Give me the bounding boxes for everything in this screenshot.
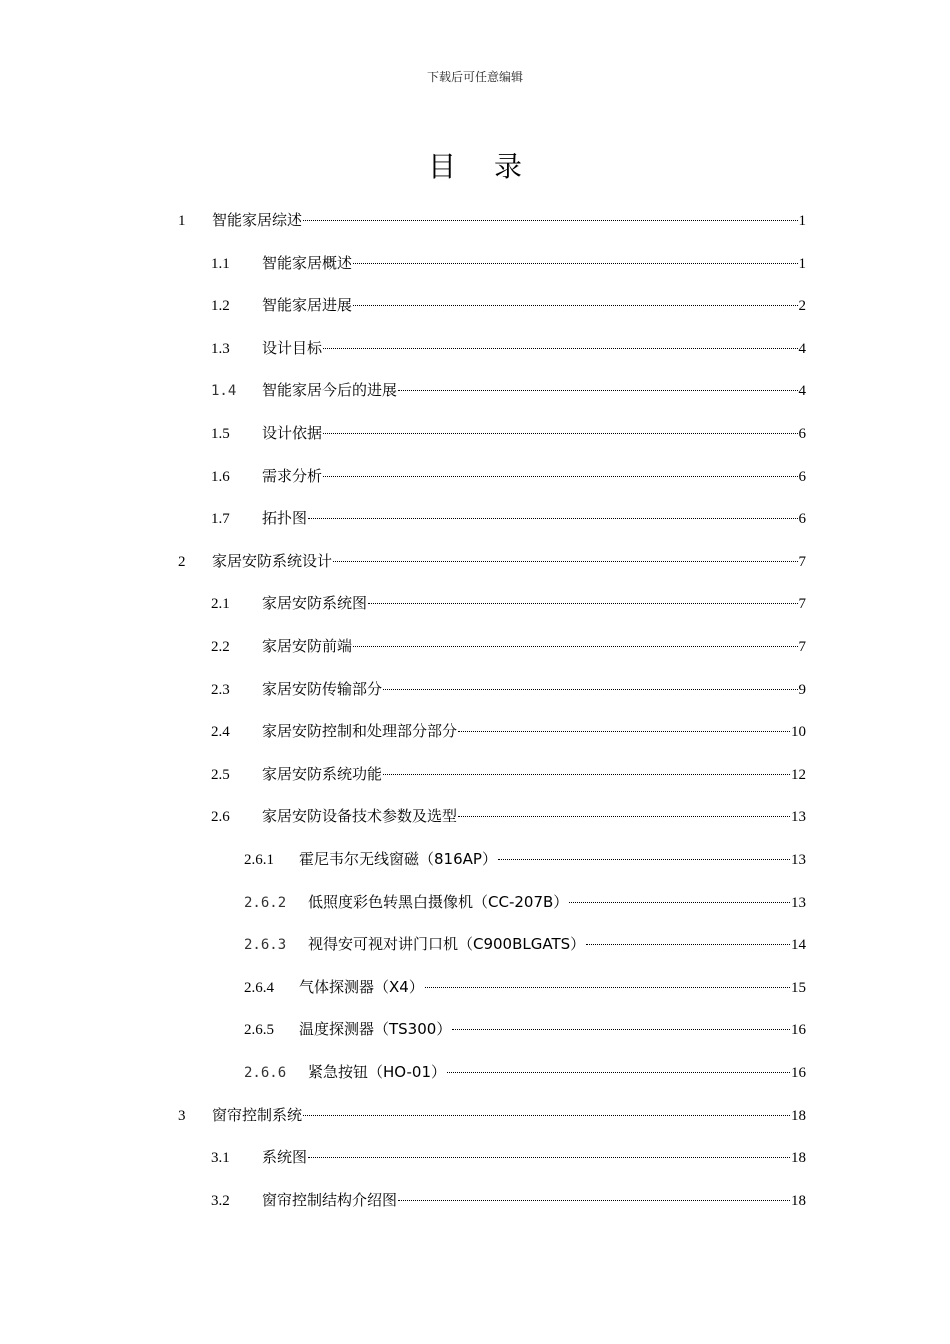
toc-entry-label: 智能家居综述: [212, 211, 303, 229]
toc-leader-dots: [308, 1156, 790, 1158]
toc-leader-dots: [398, 389, 797, 391]
toc-entry-label: 温度探测器（TS300）: [299, 1020, 452, 1039]
toc-entry-number: 2.1: [211, 596, 230, 613]
toc-entry[interactable]: [211, 591, 806, 615]
toc-entry-number: 1.3: [211, 340, 230, 357]
toc-entry-number: 2.6.3: [244, 937, 287, 954]
toc-entry-page: 16: [791, 1022, 806, 1039]
toc-entry-page: 6: [798, 426, 806, 442]
toc-entry[interactable]: [178, 1103, 806, 1127]
toc-entry-label: 需求分析: [262, 466, 323, 485]
toc-entry-page: 18: [791, 1192, 806, 1209]
toc-entry[interactable]: [211, 1188, 806, 1212]
toc-entry[interactable]: [211, 421, 806, 445]
toc-entry[interactable]: [211, 506, 806, 530]
toc-entry-page: 13: [791, 809, 806, 826]
toc-entry[interactable]: [211, 762, 806, 786]
toc-entry-number: 1.5: [211, 426, 230, 442]
toc-entry[interactable]: [244, 1017, 806, 1041]
toc-entry-label: 系统图: [262, 1148, 308, 1167]
toc-entry-label: 家居安防传输部分: [262, 679, 383, 698]
toc-entry-page: 1: [798, 213, 806, 229]
toc-entry-number: 1.7: [211, 511, 230, 528]
toc-entry-page: 1: [798, 255, 806, 272]
page-title: 目录: [427, 150, 560, 183]
toc-leader-dots: [398, 1199, 790, 1201]
toc-entry-page: 7: [798, 639, 806, 655]
toc-entry-page: 16: [791, 1065, 806, 1081]
toc-entry-label: 家居安防控制和处理部分部分: [262, 722, 458, 741]
toc-entry-label: 家居安防前端: [262, 637, 353, 655]
toc-leader-dots: [303, 219, 797, 221]
toc-entry-page: 6: [798, 468, 806, 485]
toc-entry[interactable]: [178, 208, 806, 232]
toc-entry-label: 气体探测器（X4）: [299, 977, 424, 996]
toc-entry-label: 窗帘控制系统: [212, 1105, 303, 1124]
toc-entry-page: 2: [798, 298, 806, 315]
toc-entry-page: 4: [798, 340, 806, 357]
toc-leader-dots: [353, 645, 797, 647]
toc-entry-number: 2.6.5: [244, 1022, 274, 1039]
toc-entry-label: 拓扑图: [262, 509, 308, 528]
toc-leader-dots: [323, 347, 797, 349]
toc-entry-page: 18: [791, 1150, 806, 1167]
toc-entry-number: 1.1: [211, 255, 230, 272]
toc-entry-number: 2.4: [211, 724, 230, 741]
toc-entry-page: 7: [798, 553, 806, 570]
toc-leader-dots: [498, 858, 790, 860]
toc-entry-label: 家居安防系统设计: [212, 551, 333, 570]
toc-leader-dots: [383, 688, 797, 690]
toc-entry[interactable]: [211, 293, 806, 317]
toc-entry-label: 设计目标: [262, 338, 323, 357]
toc-entry[interactable]: [244, 975, 806, 999]
toc-leader-dots: [458, 730, 790, 732]
toc-entry-number: 3.2: [211, 1192, 230, 1209]
toc-entry-number: 2.6.4: [244, 979, 274, 996]
toc-entry-label: 智能家居概述: [262, 253, 353, 272]
toc-entry-number: 1.2: [211, 298, 230, 315]
toc-entry-number: 3: [178, 1107, 186, 1124]
toc-leader-dots: [308, 517, 797, 519]
toc-entry-number: 2.6.1: [244, 852, 274, 868]
toc-entry-label: 设计依据: [262, 424, 323, 442]
toc-entry-number: 1: [178, 213, 186, 229]
toc-entry-number: 2: [178, 553, 186, 570]
toc-entry-label: 低照度彩色转黑白摄像机（CC-207B）: [308, 892, 569, 911]
toc-entry[interactable]: [211, 251, 806, 275]
toc-entry-label: 窗帘控制结构介绍图: [262, 1190, 398, 1209]
toc-entry[interactable]: [211, 634, 806, 658]
toc-entry-number: 1.6: [211, 468, 230, 485]
toc-entry-label: 家居安防系统功能: [262, 764, 383, 783]
toc-entry-page: 7: [798, 596, 806, 613]
toc-entry-page: 9: [798, 681, 806, 698]
toc-entry[interactable]: [211, 719, 806, 743]
toc-entry-number: 3.1: [211, 1150, 230, 1167]
toc-entry-page: 10: [791, 724, 806, 741]
toc-leader-dots: [458, 815, 790, 817]
toc-leader-dots: [333, 560, 797, 562]
toc-entry-page: 15: [791, 979, 806, 996]
toc-leader-dots: [303, 1114, 790, 1116]
toc-entry-number: 2.5: [211, 766, 230, 783]
toc-leader-dots: [586, 943, 790, 945]
toc-leader-dots: [569, 901, 790, 903]
toc-entry[interactable]: [211, 804, 806, 828]
toc-leader-dots: [447, 1071, 790, 1073]
toc-leader-dots: [323, 475, 797, 477]
toc-entry[interactable]: [211, 336, 806, 360]
header-note: 下载后可任意编辑: [426, 70, 523, 84]
toc-entry-number: 1.4: [211, 383, 237, 400]
toc-leader-dots: [425, 986, 790, 988]
toc-leader-dots: [353, 304, 797, 306]
toc-entry[interactable]: [244, 847, 806, 871]
toc-entry-page: 13: [791, 852, 806, 868]
toc-entry-page: 6: [798, 511, 806, 528]
toc-leader-dots: [383, 773, 790, 775]
toc-entry[interactable]: [211, 378, 806, 402]
toc-entry-number: 2.6.2: [244, 894, 287, 911]
toc-leader-dots: [323, 432, 797, 434]
toc-entry[interactable]: [211, 677, 806, 701]
toc-entry[interactable]: [244, 932, 806, 956]
toc-entry-page: 4: [798, 383, 806, 400]
toc-entry-label: 紧急按钮（HO-01）: [308, 1063, 447, 1081]
toc-leader-dots: [353, 262, 797, 264]
toc-entry-label: 家居安防系统图: [262, 594, 368, 613]
toc-leader-dots: [368, 602, 797, 604]
toc-entry-label: 智能家居今后的进展: [262, 381, 398, 400]
toc-entry-number: 2.6.6: [244, 1065, 287, 1081]
toc-entry-number: 2.2: [211, 639, 230, 655]
toc-entry-label: 智能家居进展: [262, 296, 353, 315]
toc-entry[interactable]: [244, 1060, 806, 1084]
toc-entry-number: 2.3: [211, 681, 230, 698]
toc-entry[interactable]: [211, 1145, 806, 1169]
toc-entry[interactable]: [244, 890, 806, 914]
toc-leader-dots: [452, 1028, 790, 1030]
toc-entry-page: 12: [791, 766, 806, 783]
toc-entry-page: 14: [791, 937, 806, 954]
toc-entry-page: 18: [791, 1107, 806, 1124]
toc-entry[interactable]: [178, 549, 806, 573]
toc-entry-label: 霍尼韦尔无线窗磁（816AP）: [299, 850, 497, 868]
toc-entry-number: 2.6: [211, 809, 230, 826]
toc-entry-page: 13: [791, 894, 806, 911]
toc-entry[interactable]: [211, 464, 806, 488]
toc-entry-label: 视得安可视对讲门口机（C900BLGATS）: [308, 935, 586, 954]
toc-entry-label: 家居安防设备技术参数及选型: [262, 807, 458, 826]
